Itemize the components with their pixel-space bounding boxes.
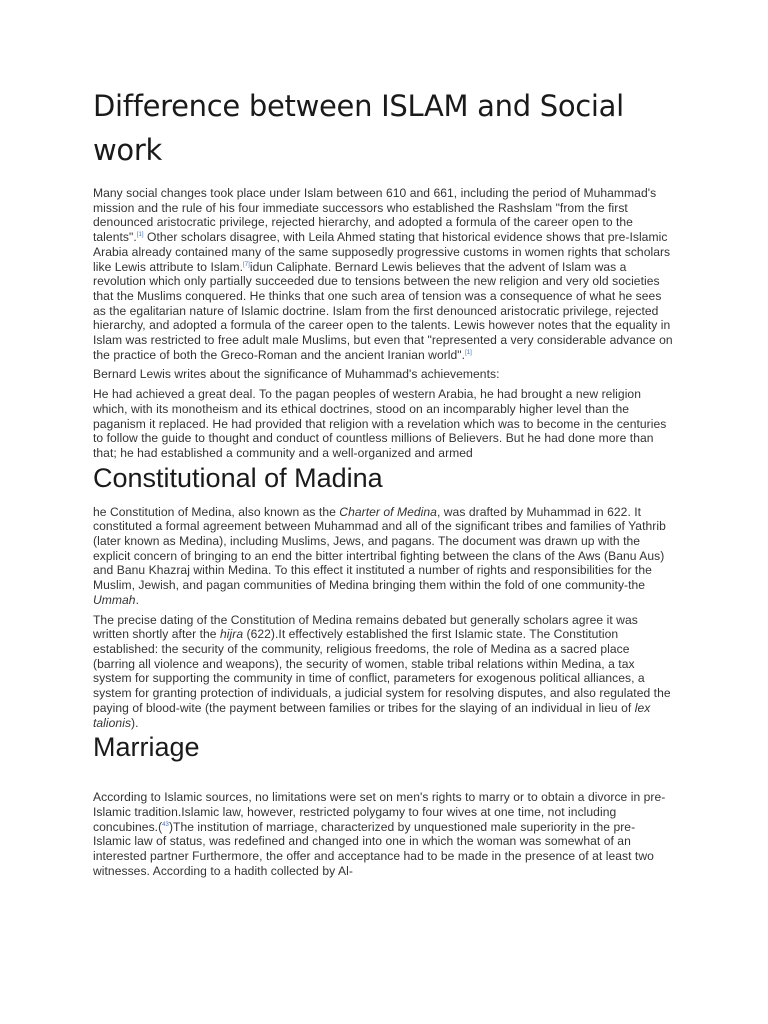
- intro-paragraph: [93, 186, 673, 362]
- citation-link[interactable]: 43: [162, 821, 169, 828]
- intro-text: Other scholars disagree, with Leila Ahmed stating that historical evidence shows that pre-Islamic Arabia already contained many of the same supposedly progressive customs in women rights that scholars like Lewis attribute to Islam.: [93, 230, 671, 274]
- madina-text: (622).It effectively established the first Islamic state. The Constitution established: the security of the community, religious freedoms, the role of Medina as a sacred place (barring all violence and weapons), the security of women, stable tribal relations within Medina, a tax system for supporting the community in time of conflict, parameters for exogenous political alliances, a system for granting protection of individuals, a judicial system for resolving disputes, and also regulated the paying of blood-wite (the payment between families or tribes for the slaying of an individual in lieu of: [93, 627, 671, 715]
- muhammad-quote: He had achieved a great deal. To the pagan peoples of western Arabia, he had brought a new religion which, with its monotheism and its ethical doctrines, stood on an incomparably higher level than the paganism it replaced. He had provided that religion with a revelation which was to become in the centuries to follow the guide to thought and conduct of countless millions of Believers. But he had done more than that; he had established a community and a well-organized and armed: [93, 387, 667, 460]
- bernard-lewis-intro: Bernard Lewis writes about the significance of Muhammad's achievements:: [93, 367, 500, 382]
- intro-text: Many social changes took place under Islam between 610 and 661, including the period of Muhammad's mission and the rule of his four immediate successors who established the Rashslam "from the first denounced aristocratic privilege, rejected hierarchy, and adopted a formula of the career open to the talents".: [93, 186, 657, 245]
- marriage-paragraph: [93, 790, 673, 878]
- madina-italic-term: Charter of Medina: [339, 504, 437, 519]
- page-title: Difference between ISLAM and Social work: [93, 89, 624, 167]
- section-heading-marriage: Marriage: [93, 732, 200, 763]
- intro-text: idun Caliphate. Bernard Lewis believes that the advent of Islam was a revolution which only partially succeeded due to tensions between the new religion and very old societies that the Muslims conquered. He thinks that one such area of tension was a consequence of what he sees as the egalitarian nature of Islamic doctrine. Islam from the first denounced aristocratic privilege, rejected hierarchy, and adopted a formula of the career open to the talents. Lewis however notes that the equality in Islam was restricted to free adult male Muslims, but even that "represented a very considerable advance on the practice of both the Greco-Roman and the ancient Iranian world".: [93, 259, 673, 362]
- madina-paragraph-1: [93, 505, 673, 608]
- madina-text: .: [135, 592, 140, 607]
- marriage-text: )The institution of marriage, characterized by unquestioned male superiority in the pre-Islamic law of status, was redefined and changed into one in which the woman was somewhat of an interested partner Furthermore, the offer and acceptance had to be made in the presence of at least two witnesses. According to a hadith collected by Al-: [93, 819, 654, 878]
- madina-text: The precise dating of the Constitution of Medina remains debated but generally scholars agree it was written shortly after the: [93, 612, 638, 642]
- section-heading-madina: Constitutional of Madina: [93, 462, 383, 493]
- madina-paragraph-2: [93, 613, 673, 731]
- madina-text: , was drafted by Muhammad in 622. It constituted a formal agreement between Muhammad and all of the significant tribes and families of Yathrib (later known as Medina), including Muslims, Jews, and pagans. The document was drawn up with the explicit concern of bringing to an end the bitter intertribal fighting between the clans of the Aws (Banu Aus) and Banu Khazraj within Medina. To this effect it instituted a number of rights and responsibilities for the Muslim, Jewish, and pagan communities of Medina bringing them within the fold of one community-the: [93, 504, 666, 593]
- madina-text: ).: [131, 715, 139, 730]
- madina-italic-term: lex talionis: [93, 700, 651, 730]
- marriage-text: According to Islamic sources, no limitations were set on men's rights to marry or to obtain a divorce in pre-Islamic tradition.Islamic law, however, restricted polygamy to four wives at one time, not including concubines.(: [93, 790, 666, 834]
- citation-link[interactable]: [1]: [136, 232, 144, 239]
- document-page: [93, 84, 673, 878]
- madina-text: he Constitution of Medina, also known as the: [93, 504, 340, 519]
- madina-italic-term: hijra: [220, 627, 244, 642]
- citation-link[interactable]: [7]: [243, 261, 250, 268]
- citation-link[interactable]: [1]: [465, 349, 472, 356]
- madina-italic-term: Ummah: [93, 592, 136, 607]
